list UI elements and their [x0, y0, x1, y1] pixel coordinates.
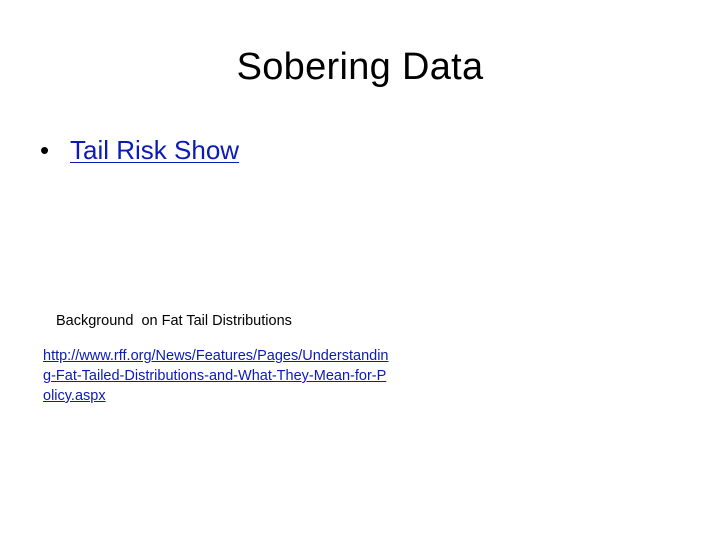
tail-risk-show-link[interactable]: Tail Risk Show — [70, 135, 240, 165]
bullet-item — [40, 133, 239, 167]
bullet-marker: • — [40, 135, 50, 165]
background-note: Background on Fat Tail Distributions — [56, 313, 292, 329]
slide-title: Sobering Data — [236, 46, 484, 88]
rff-article-link[interactable]: http://www.rff.org/News/Features/Pages/Understanding-Fat-Tailed-Distributions-and-What-They-Mean-for-Policy.aspx — [43, 348, 389, 404]
